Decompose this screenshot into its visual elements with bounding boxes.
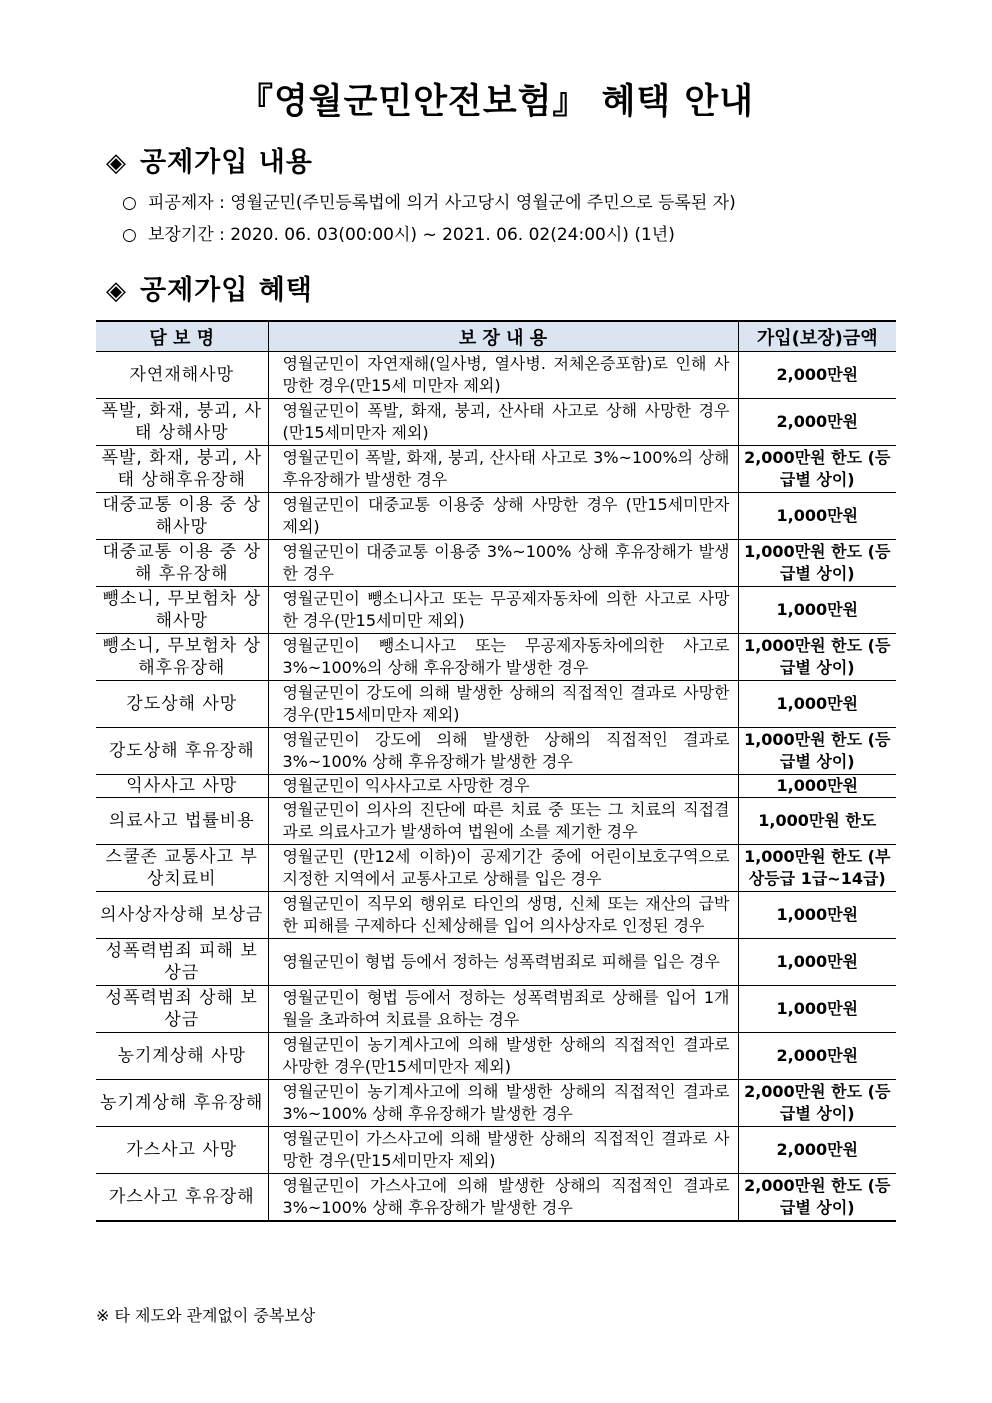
coverage-amount: 1,000만원 <box>738 986 896 1033</box>
table-row <box>96 1127 896 1174</box>
diamond-bullet-icon: ◈ <box>106 276 127 306</box>
table-row <box>96 352 896 399</box>
section-benefits <box>106 268 313 307</box>
table-row <box>96 493 896 540</box>
table-row <box>96 540 896 587</box>
info-period <box>122 220 675 245</box>
coverage-name: 폭발, 화재, 붕괴, 사태 상해사망 <box>96 399 268 446</box>
coverage-content: 영월군민이 농기계사고에 의해 발생한 상해의 직접적인 결과로 사망한 경우(만15세미만자 제외) <box>268 1033 738 1080</box>
coverage-name: 성폭력범죄 피해 보상금 <box>96 939 268 986</box>
table-row <box>96 939 896 986</box>
coverage-amount: 1,000만원 한도 (등급별 상이) <box>738 728 896 775</box>
coverage-amount: 1,000만원 한도 (부상등급 1급~14급) <box>738 845 896 892</box>
coverage-content: 영월군민이 가스사고에 의해 발생한 상해의 직접적인 결과로 3%~100% 상해 후유장해가 발생한 경우 <box>268 1174 738 1222</box>
coverage-name: 대중교통 이용 중 상해 후유장해 <box>96 540 268 587</box>
table-row <box>96 399 896 446</box>
coverage-amount: 2,000만원 <box>738 399 896 446</box>
coverage-name: 뺑소니, 무보험차 상해사망 <box>96 587 268 634</box>
coverage-name: 익사사고 사망 <box>96 775 268 798</box>
coverage-name: 대중교통 이용 중 상해사망 <box>96 493 268 540</box>
section-benefits-title: 공제가입 혜택 <box>140 275 313 306</box>
page-title: 『영월군민안전보험』 혜택 안내 <box>237 82 755 122</box>
header-coverage-name: 담 보 명 <box>96 321 268 352</box>
coverage-content: 영월군민이 농기계사고에 의해 발생한 상해의 직접적인 결과로 3%~100% 상해 후유장해가 발생한 경우 <box>268 1080 738 1127</box>
coverage-amount: 1,000만원 <box>738 775 896 798</box>
coverage-amount: 2,000만원 <box>738 352 896 399</box>
table-row <box>96 446 896 493</box>
section-enrollment-title: 공제가입 내용 <box>140 147 313 178</box>
table-row <box>96 892 896 939</box>
benefits-table <box>96 320 896 1222</box>
coverage-amount: 2,000만원 <box>738 1127 896 1174</box>
coverage-content: 영월군민이 뺑소니사고 또는 무공제자동차에 의한 사고로 사망한 경우(만15세미만 제외) <box>268 587 738 634</box>
coverage-name: 스쿨존 교통사고 부상치료비 <box>96 845 268 892</box>
coverage-content: 영월군민이 의사의 진단에 따른 치료 중 또는 그 치료의 직접결과로 의료사고가 발생하여 법원에 소를 제기한 경우 <box>268 798 738 845</box>
coverage-amount: 2,000만원 한도 (등급별 상이) <box>738 1080 896 1127</box>
diamond-bullet-icon: ◈ <box>106 148 127 178</box>
section-enrollment <box>106 140 313 179</box>
coverage-amount: 2,000만원 한도 (등급별 상이) <box>738 446 896 493</box>
coverage-content: 영월군민이 폭발, 화재, 붕괴, 산사태 사고로 상해 사망한 경우 (만15세미만자 제외) <box>268 399 738 446</box>
info-insured <box>122 188 736 213</box>
coverage-name: 가스사고 후유장해 <box>96 1174 268 1222</box>
coverage-amount: 1,000만원 <box>738 493 896 540</box>
coverage-content: 영월군민이 강도에 의해 발생한 상해의 직접적인 결과로 사망한 경우(만15세미만자 제외) <box>268 681 738 728</box>
coverage-name: 강도상해 후유장해 <box>96 728 268 775</box>
coverage-name: 뺑소니, 무보험차 상해후유장해 <box>96 634 268 681</box>
coverage-content: 영월군민이 형법 등에서 정하는 성폭력범죄로 피해를 입은 경우 <box>268 939 738 986</box>
header-coverage-content: 보 장 내 용 <box>268 321 738 352</box>
coverage-content: 영월군민이 대중교통 이용중 상해 사망한 경우 (만15세미만자 제외) <box>268 493 738 540</box>
coverage-content: 영월군민이 대중교통 이용중 3%~100% 상해 후유장해가 발생한 경우 <box>268 540 738 587</box>
coverage-content: 영월군민 (만12세 이하)이 공제기간 중에 어린이보호구역으로 지정한 지역에서 교통사고로 상해를 입은 경우 <box>268 845 738 892</box>
info-period-text: 보장기간 : 2020. 06. 03(00:00시) ~ 2021. 06. 02(24:00시) (1년) <box>148 225 675 245</box>
coverage-content: 영월군민이 익사사고로 사망한 경우 <box>268 775 738 798</box>
coverage-name: 가스사고 사망 <box>96 1127 268 1174</box>
table-row <box>96 728 896 775</box>
table-row <box>96 587 896 634</box>
coverage-name: 강도상해 사망 <box>96 681 268 728</box>
table-row <box>96 775 896 798</box>
coverage-amount: 1,000만원 한도 <box>738 798 896 845</box>
table-row <box>96 986 896 1033</box>
coverage-amount: 2,000만원 한도 (등급별 상이) <box>738 1174 896 1222</box>
coverage-name: 성폭력범죄 상해 보상금 <box>96 986 268 1033</box>
coverage-amount: 1,000만원 <box>738 681 896 728</box>
circle-bullet-icon: ○ <box>122 225 137 245</box>
circle-bullet-icon: ○ <box>122 193 137 213</box>
table-row <box>96 1080 896 1127</box>
coverage-amount: 1,000만원 <box>738 892 896 939</box>
coverage-content: 영월군민이 직무외 행위로 타인의 생명, 신체 또는 재산의 급박한 피해를 구제하다 신체상해를 입어 의사상자로 인정된 경우 <box>268 892 738 939</box>
table-row <box>96 1033 896 1080</box>
coverage-amount: 1,000만원 한도 (등급별 상이) <box>738 540 896 587</box>
coverage-amount: 1,000만원 <box>738 587 896 634</box>
coverage-content: 영월군민이 가스사고에 의해 발생한 상해의 직접적인 결과로 사망한 경우(만15세미만자 제외) <box>268 1127 738 1174</box>
coverage-name: 농기계상해 사망 <box>96 1033 268 1080</box>
coverage-name: 폭발, 화재, 붕괴, 사태 상해후유장해 <box>96 446 268 493</box>
coverage-amount: 2,000만원 <box>738 1033 896 1080</box>
coverage-content: 영월군민이 형법 등에서 정하는 성폭력범죄로 상해를 입어 1개월을 초과하여 치료를 요하는 경우 <box>268 986 738 1033</box>
table-header-row <box>96 321 896 352</box>
coverage-name: 의사상자상해 보상금 <box>96 892 268 939</box>
coverage-name: 농기계상해 후유장해 <box>96 1080 268 1127</box>
info-insured-text: 피공제자 : 영월군민(주민등록법에 의거 사고당시 영월군에 주민으로 등록된 자) <box>148 193 736 213</box>
coverage-content: 영월군민이 자연재해(일사병, 열사병. 저체온증포함)로 인해 사망한 경우(만15세 미만자 제외) <box>268 352 738 399</box>
coverage-amount: 1,000만원 한도 (등급별 상이) <box>738 634 896 681</box>
table-row <box>96 845 896 892</box>
table-row <box>96 798 896 845</box>
coverage-content: 영월군민이 강도에 의해 발생한 상해의 직접적인 결과로 3%~100% 상해 후유장해가 발생한 경우 <box>268 728 738 775</box>
table-row <box>96 634 896 681</box>
table-row <box>96 1174 896 1222</box>
coverage-content: 영월군민이 뺑소니사고 또는 무공제자동차에의한 사고로 3%~100%의 상해 후유장해가 발생한 경우 <box>268 634 738 681</box>
footnote: ※ 타 제도와 관계없이 중복보상 <box>96 1306 316 1325</box>
header-coverage-amount: 가입(보장)금액 <box>738 321 896 352</box>
coverage-name: 의료사고 법률비용 <box>96 798 268 845</box>
coverage-amount: 1,000만원 <box>738 939 896 986</box>
table-row <box>96 681 896 728</box>
coverage-content: 영월군민이 폭발, 화재, 붕괴, 산사태 사고로 3%~100%의 상해 후유장해가 발생한 경우 <box>268 446 738 493</box>
coverage-name: 자연재해사망 <box>96 352 268 399</box>
